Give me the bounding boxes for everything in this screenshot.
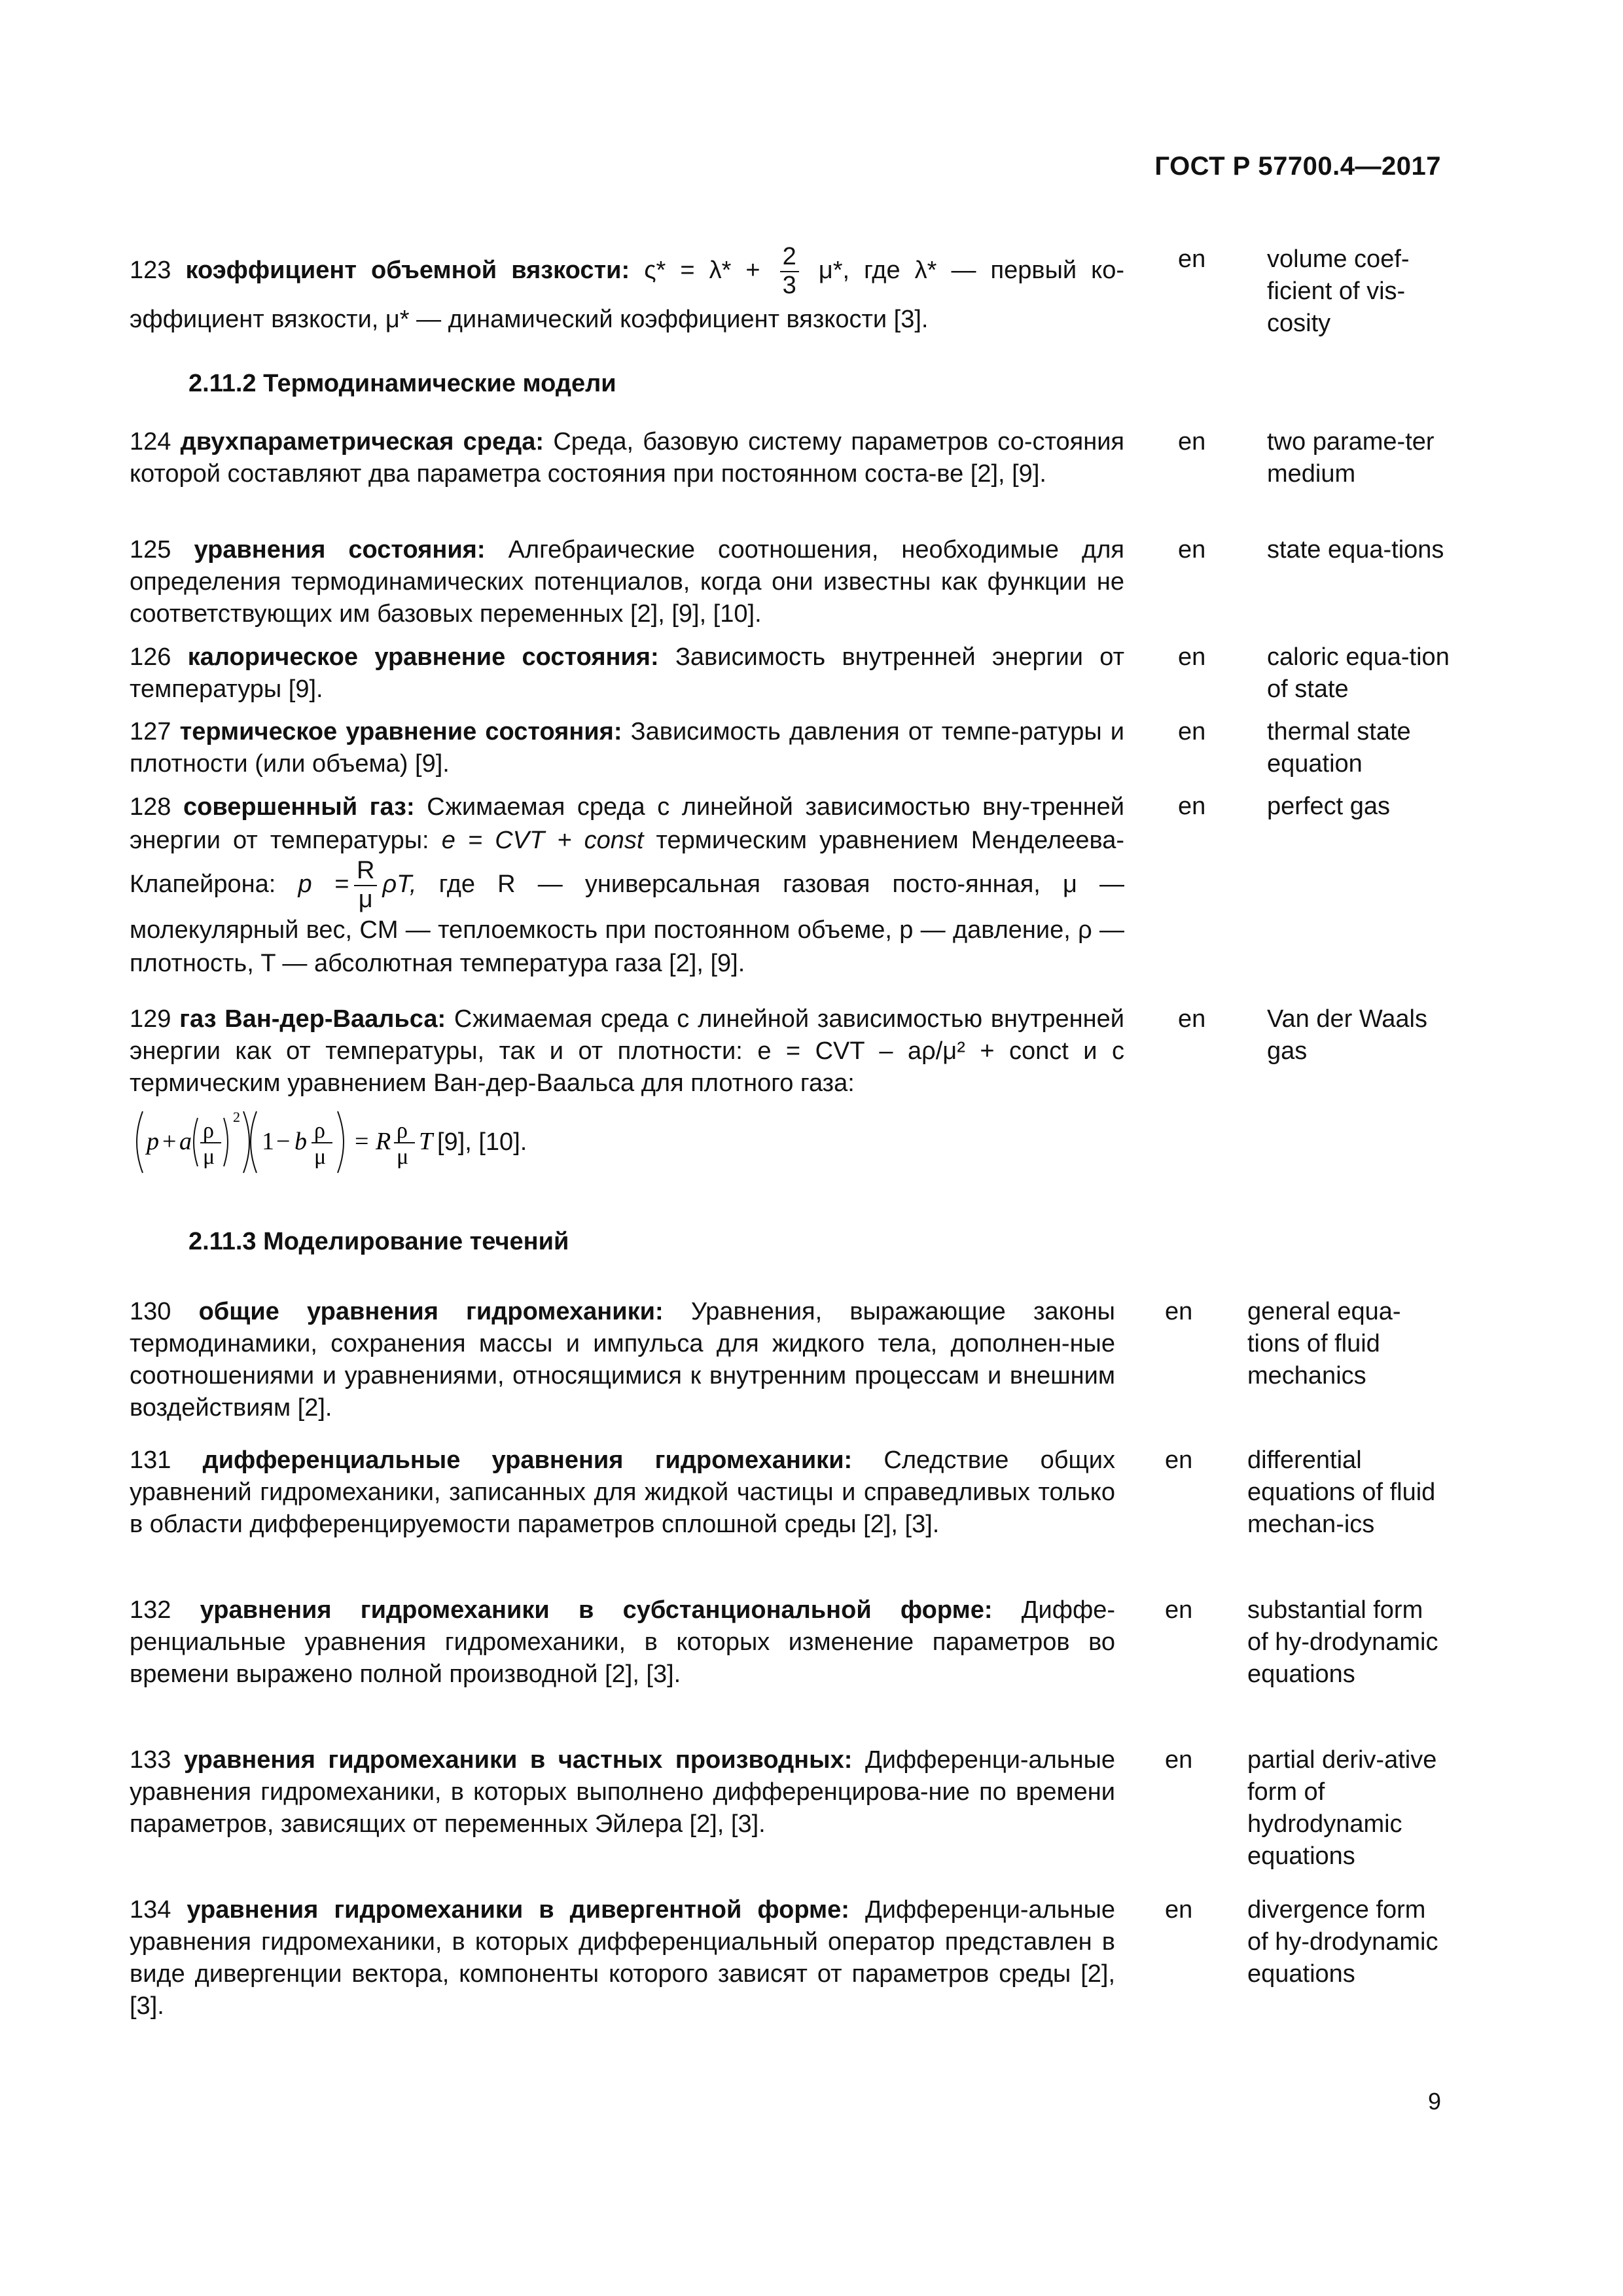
entry-text: 131 дифференциальные уравнения гидромеханики: Следствие общих уравнений гидромеханики, записанных для жидкой частицы и справедливых только в области дифференцируемости параметров сплошной среды [2], [3]. [130,1446,1115,1538]
svg-text:a: a [179,1128,192,1155]
entry-term: уравнения гидромеханики в дивергентной форме: [187,1896,849,1924]
english-equivalent: perfect gas [1267,793,1390,820]
english-equivalent: divergence form of hy-drodynamic equations [1247,1896,1438,1988]
lang-code: en [1178,793,1206,820]
entry-term: совершенный газ: [183,793,415,821]
english-equivalent: substantial form of hy-drodynamic equations [1247,1596,1438,1688]
entry-definition: μ*, где λ* — первый ко-эффициент вязкости, μ* — динамический коэффициент вязкости [3]. [130,256,1125,333]
formula-internal-energy: e = CVT + const [441,827,644,854]
svg-text:ρ: ρ [203,1119,214,1143]
formula-clapeyron: p = [298,870,349,898]
svg-text:+: + [162,1128,177,1155]
entry-definition: Дифференци-альные уравнения гидромеханики, в которых дифференциальный оператор представлен в виде дивергенции вектора, компоненты которого зависят от параметров среды [2], [3]. [130,1896,1116,2020]
entry-term: калорическое уравнение состояния: [187,643,659,671]
svg-text:μ: μ [203,1145,215,1169]
entry-text: 128 совершенный газ: Сжимаемая среда с линейной зависимостью вну-тренней энергии от температуры: e = CVT + const термическим уравнением Менделеева-Клапейрона: p = $\frac{R}{\mu}$ ρT, где R — универсальная газовая посто-янная, μ — молекулярный вес, CM — теплоемкость при постоянном объеме, p — давление, ρ — плотность, T — абсолютная температура газа [2], [9]. [130,793,1125,977]
svg-text:2: 2 [233,1109,240,1125]
entry-definition: Зависимость внутренней энергии от температуры [9]. [130,643,1124,703]
lang-code: en [1178,643,1206,671]
entry-definition: Уравнения, выражающие законы термодинамики, сохранения массы и импульса для жидкого тела, дополнен-ные соотношениями и уравнениями, относящимися к внутренним процессам и внешним воздействиям [2]. [130,1298,1115,1422]
entry-text: 130 общие уравнения гидромеханики: Уравнения, выражающие законы термодинамики, сохранения массы и импульса для жидкого тела, дополнен-ные соотношениями и уравнениями, относящимися к внутренним процессам и внешним воздействиям [2]. [130,1298,1115,1422]
fraction-r-over-mu: $\frac{R}{\mu}$ [354,857,377,914]
svg-text:R: R [376,1128,391,1155]
svg-text:μ: μ [397,1145,409,1169]
svg-text:ρ: ρ [397,1119,408,1143]
english-equivalent: general equa-tions of fluid mechanics [1247,1298,1401,1390]
section-heading-2-11-3: 2.11.3 Моделирование течений [188,1228,569,1255]
entry-text: 127 термическое уравнение состояния: Зависимость давления от темпе-ратуры и плотности (или объема) [9]. [130,718,1125,778]
lang-code: en [1165,1746,1193,1774]
fraction-two-thirds: $\frac{2}{3}$ [780,243,799,300]
english-equivalent: thermal state equation [1267,718,1411,778]
svg-text:ρ: ρ [314,1119,325,1143]
entry-definition: Следствие общих уравнений гидромеханики, записанных для жидкой частицы и справедливых только в области дифференцируемости параметров сплошной среды [2], [3]. [130,1446,1115,1538]
section-heading-2-11-2: 2.11.2 Термодинамические модели [188,370,616,397]
entry-term: уравнения гидромеханики в частных производных: [183,1746,853,1774]
entry-number: 123 [130,256,171,284]
entry-text [130,243,1124,339]
entry-text: 134 уравнения гидромеханики в дивергентной форме: Дифференци-альные уравнения гидромеханики, в которых дифференциальный оператор представлен в виде дивергенции вектора, компоненты которого зависят от параметров среды [2], [3]. [130,1896,1116,2020]
lang-code: en [1178,245,1206,273]
entry-text: 133 уравнения гидромеханики в частных производных: Дифференци-альные уравнения гидромеханики, в которых выполнено дифференцирова-ние по времени параметров, зависящих от переменных Эйлера [2], [3]. [130,1746,1116,1838]
entry-definition: Сжимаемая среда с линейной зависимостью вну-тренней энергии от температуры: [130,793,1125,854]
entry-definition: Зависимость давления от темпе-ратуры и плотности (или объема) [9]. [130,718,1125,778]
english-equivalent: partial deriv-ative form of hydrodynamic equations [1247,1746,1437,1870]
english-equivalent: differential equations of fluid mechan-ics [1247,1446,1436,1538]
entry-term: уравнения состояния: [194,536,486,564]
lang-code: en [1178,718,1206,745]
entry-definition: Алгебраические соотношения, необходимые для определения термодинамических потенциалов, когда они известны как функции не соответствующих им базовых переменных [2], [9], [10]. [130,536,1124,628]
english-equivalent: two parame-ter medium [1267,428,1435,488]
lang-code: en [1165,1896,1193,1924]
lang-code: en [1165,1446,1193,1474]
english-equivalent: state equa-tions [1267,536,1444,564]
svg-text:b: b [294,1128,307,1155]
entry-text: 125 уравнения состояния: Алгебраические соотношения, необходимые для определения термодинамических потенциалов, когда они известны как функции не соответствующих им базовых переменных [2], [9], [10]. [130,536,1124,628]
entry-definition: Дифференци-альные уравнения гидромеханики, в которых выполнено дифференцирова-ние по времени параметров, зависящих от переменных Эйлера [2], [3]. [130,1746,1116,1838]
entry-definition: Среда, базовую систему параметров со-стояния которой составляют два параметра состояния при постоянном соста-ве [2], [9]. [130,428,1125,488]
svg-text:T: T [419,1128,433,1155]
lang-code: en [1165,1596,1193,1624]
svg-text:μ: μ [314,1145,327,1169]
van-der-waals-formula [130,1106,1124,1178]
svg-text:−: − [276,1128,291,1155]
page-number: 9 [1427,2088,1441,2115]
entry-term: дифференциальные уравнения гидромеханики: [202,1446,853,1474]
entry-term: общие уравнения гидромеханики: [198,1298,664,1325]
formula-prefix: ς* = λ* + [644,256,775,284]
entry-text: 129 газ Ван-дер-Ваальса: Сжимаемая среда с линейной зависимостью внутренней энергии как от температуры, так и от плотности: e = CVT – aρ/μ² + conct и с термическим уравнением Ван-дер-Ваальса для плотного газа: p + a ρ μ 2 1 − b ρ μ = R ρ μ T [9], [10]. [130,1003,1124,1178]
english-equivalent: volume coef-ficient of vis-cosity [1267,245,1410,337]
entry-definition: Диффе-ренциальные уравнения гидромеханики, в которых изменение параметров во времени выражено полной производной [2], [3]. [130,1596,1116,1688]
entry-text: 132 уравнения гидромеханики в субстанциональной форме: Диффе-ренциальные уравнения гидромеханики, в которых изменение параметров во времени выражено полной производной [2], [3]. [130,1596,1116,1688]
entry-text: 124 двухпараметрическая среда: Среда, базовую систему параметров со-стояния которой составляют два параметра состояния при постоянном соста-ве [2], [9]. [130,428,1125,488]
entry-text: 126 калорическое уравнение состояния: Зависимость внутренней энергии от температуры [9]. [130,643,1124,703]
lang-code: en [1178,428,1206,456]
english-equivalent: caloric equa-tion of state [1267,643,1450,703]
entry-term: коэффициент объемной вязкости: [185,256,630,284]
lang-code: en [1178,1005,1206,1033]
entry-term: газ Ван-дер-Ваальса: [179,1005,446,1033]
svg-text:1: 1 [262,1128,274,1155]
standard-header: ГОСТ Р 57700.4—2017 [1154,152,1441,181]
svg-text:=: = [355,1128,369,1155]
entry-definition: Сжимаемая среда с линейной зависимостью внутренней энергии как от температуры, так и от плотности: e = CVT – aρ/μ² + conct и с термическим уравнением Ван-дер-Ваальса для плотного газа: [130,1005,1124,1097]
svg-text:p: p [147,1128,159,1155]
lang-code: en [1165,1298,1193,1325]
english-equivalent: Van der Waals gas [1267,1005,1427,1065]
entry-term: термическое уравнение состояния: [179,718,622,745]
entry-term: уравнения гидромеханики в субстанциональной форме: [200,1596,993,1624]
lang-code: en [1178,536,1206,564]
formula-references: [9], [10]. [437,1128,527,1156]
entry-term: двухпараметрическая среда: [180,428,544,456]
